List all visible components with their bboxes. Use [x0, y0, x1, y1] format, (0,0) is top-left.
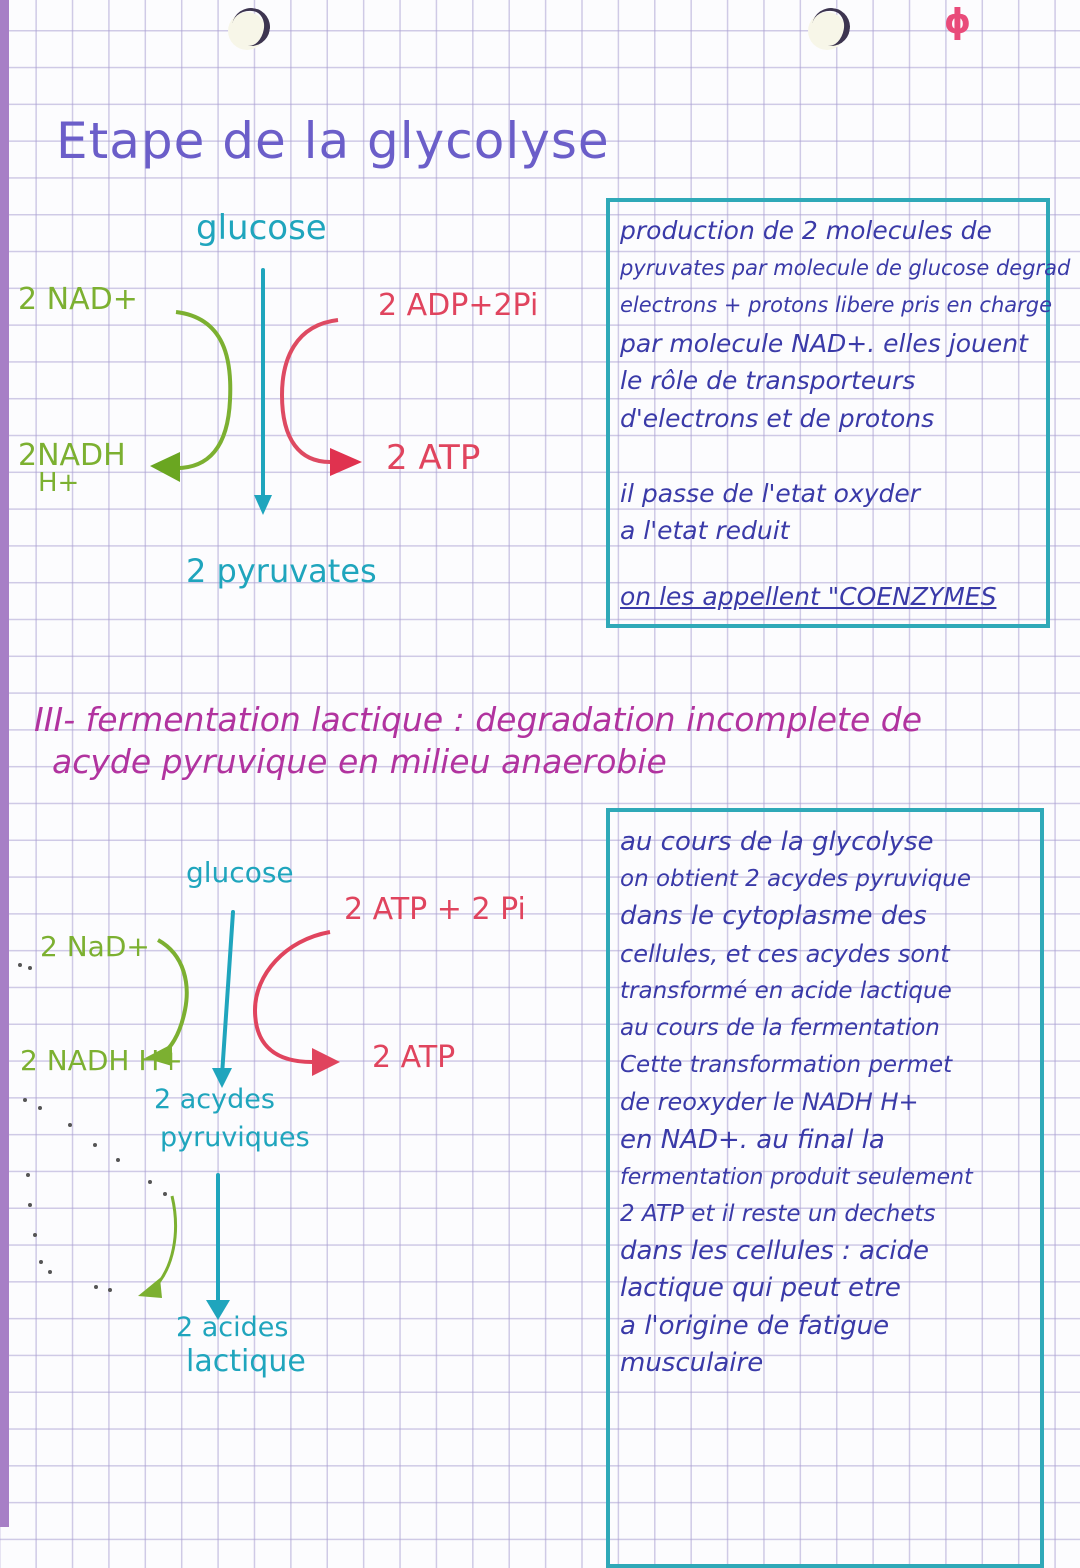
- arrow-atp-production-icon: [282, 320, 362, 476]
- section-heading-fermentation-line2: acyde pyruvique en milieu anaerobie: [52, 742, 667, 781]
- label-nadh-2: 2 NADH H+: [20, 1044, 183, 1077]
- note-line: [620, 437, 1038, 475]
- note-line: on obtient 2 acydes pyruvique: [620, 866, 972, 893]
- label-atp: 2 ATP: [386, 438, 481, 478]
- note-line: a l'etat reduit: [620, 516, 790, 545]
- note-line: 2 ATP et il reste un dechets: [620, 1201, 936, 1228]
- note-line: Cette transformation permet: [620, 1052, 953, 1079]
- label-glucose-2: glucose: [186, 856, 294, 889]
- label-nad-plus: 2 NAD+: [18, 282, 138, 317]
- note-line: a l'origine de fatigue: [620, 1310, 890, 1341]
- note-line: il passe de l'etat oxyder: [620, 478, 921, 508]
- note-line: cellules, et ces acydes sont: [620, 939, 950, 968]
- note-line: pyruvates par molecule de glucose degrad: [620, 255, 1071, 280]
- arrow-nad-reduction-icon: [150, 312, 230, 482]
- note-line: musculaire: [620, 1347, 764, 1378]
- label-atp-2: 2 ATP: [372, 1040, 456, 1075]
- note-line: on les appellent "COENZYMES: [620, 581, 997, 611]
- note-box-coenzymes: [606, 198, 1071, 628]
- label-nadh: 2NADH: [18, 438, 126, 473]
- label-pyruvates: 2 pyruvates: [186, 552, 377, 590]
- arrow-glucose-to-pyruvic-icon: [212, 912, 233, 1088]
- label-adp-pi: 2 ADP+2Pi: [378, 288, 539, 323]
- note-line: fermentation produit seulement: [620, 1164, 973, 1190]
- note-box-fermentation: [606, 808, 1044, 1568]
- note-line: transformé en acide lactique: [620, 977, 952, 1004]
- page-mark-symbol: ϕ: [944, 2, 972, 42]
- arrow-pyruvic-to-lactic-icon: [206, 1175, 230, 1320]
- note-line: production de 2 molecules de: [620, 216, 992, 245]
- note-line: au cours de la glycolyse: [620, 827, 934, 857]
- note-line: [620, 550, 1038, 578]
- label-glucose: glucose: [196, 208, 327, 248]
- arrow-atp-production-2-icon: [255, 932, 340, 1076]
- note-line: d'electrons et de protons: [620, 403, 935, 433]
- label-atp-pi: 2 ATP + 2 Pi: [344, 892, 526, 927]
- note-box-coenzymes-text: [610, 202, 1071, 615]
- label-pyruvic-line1: 2 acydes: [154, 1084, 275, 1115]
- label-h-plus: H+: [38, 468, 80, 498]
- section-title-glycolyse: Etape de la glycolyse: [56, 112, 610, 170]
- note-line: par molecule NAD+. elles jouent: [620, 328, 1028, 358]
- arrow-nadh-reoxidation-icon: [138, 1196, 176, 1298]
- arrow-glucose-to-pyruvates-icon: [254, 270, 272, 515]
- note-line: dans le cytoplasme des: [620, 901, 927, 932]
- note-line: de reoxyder le NADH H+: [620, 1088, 919, 1117]
- dotted-return-path-icon: [18, 963, 167, 1292]
- label-lactic-line2: lactique: [186, 1344, 306, 1379]
- label-nad-plus-2: 2 NaD+: [40, 930, 150, 963]
- note-box-fermentation-text: [610, 812, 1040, 1382]
- label-pyruvic-line2: pyruviques: [160, 1122, 310, 1153]
- label-lactic-line1: 2 acides: [176, 1312, 289, 1343]
- note-line: au cours de la fermentation: [620, 1015, 940, 1042]
- note-line: le rôle de transporteurs: [620, 366, 916, 395]
- note-line: electrons + protons libere pris en charge: [620, 293, 1053, 317]
- section-heading-fermentation-line1: III- fermentation lactique : degradation incomplete de: [34, 700, 923, 739]
- note-line: lactique qui peut etre: [620, 1273, 901, 1304]
- note-line: dans les cellules : acide: [620, 1236, 929, 1267]
- note-line: en NAD+. au final la: [620, 1124, 885, 1155]
